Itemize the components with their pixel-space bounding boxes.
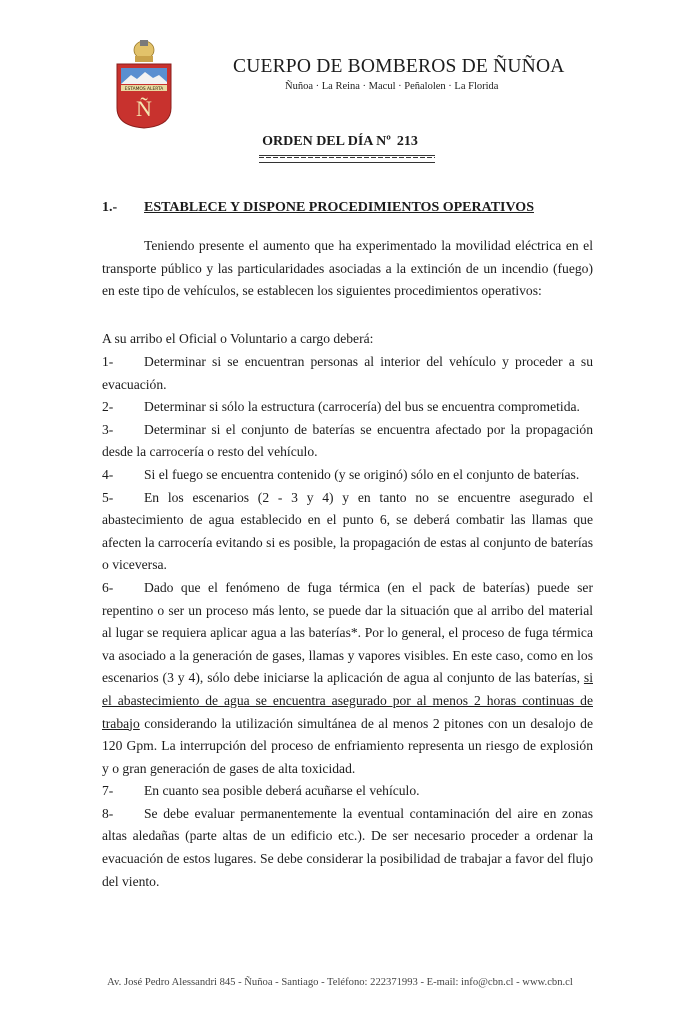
section-title: ESTABLECE Y DISPONE PROCEDIMIENTOS OPERATIVOS [144, 200, 534, 215]
list-item: 6- Dado que el fenómeno de fuga térmica (en el pack de baterías) puede ser repentino o ser un proceso más lento, se puede dar la situación que al arribo del material al lugar se requiera aplicar agua a las baterías*. Por lo general, el proceso de fuga térmica va asociado a la generación de gases, llamas y vapores visibles. En este caso, como en los escenarios (3 y 4), sólo debe iniciarse la aplicación de agua al conjunto de las baterías, si el abastecimiento de agua se encuentra asegurado por al menos 2 horas continuas de trabajo considerando la utilización simultánea de al menos 2 pitones con un desalojo de 120 Gpm. La interrupción del proceso de enfriamiento representa un riesgo de explosión y o gran generación de gases de alta toxicidad. [102, 579, 593, 776]
underlined-requirement: si el abastecimiento de agua se encuentra asegurado por al menos 2 horas continuas de trabajo [102, 670, 593, 731]
procedure-list [102, 351, 593, 893]
list-item: 7- En cuanto sea posible deberá acuñarse el vehículo. [102, 783, 420, 799]
list-item: 5- En los escenarios (2 - 3 y 4) y en tanto no se encuentre asegurado el abastecimiento de agua establecido en el punto 6, se deberá combatir las llamas que afecten la carrocería evitando si es posible, la propagación de estas al conjunto de baterías o viceversa. [102, 489, 593, 573]
list-item: 2- Determinar si sólo la estructura (carrocería) del bus se encuentra comprometida. [102, 399, 580, 415]
section-number: 1.- [102, 200, 118, 215]
list-item: 3- Determinar si el conjunto de baterías se encuentra afectado por la propagación desde la carrocería o resto del vehículo. [102, 421, 593, 460]
crest-motto-text: ESTAMOS ALERTA [124, 86, 164, 92]
order-of-the-day-heading [0, 134, 680, 150]
organization-name: CUERPO DE BOMBEROS DE ÑUÑOA [233, 56, 565, 77]
lead-paragraph: A su arribo el Oficial o Voluntario a cargo deberá: [102, 331, 374, 346]
heading-double-rule [259, 155, 435, 163]
order-number: 213 [396, 134, 418, 149]
intro-paragraph: Teniendo presente el aumento que ha experimentado la movilidad eléctrica en el transporte público y las particularidades asociadas a la extinción de un incendio (fuego) en este tipo de vehículos, se establecen los siguientes procedimientos operativos: [102, 238, 593, 299]
list-item: 1- Determinar si se encuentran personas al interior del vehículo y proceder a su evacuación. [102, 354, 593, 392]
fire-department-crest-logo [113, 38, 175, 130]
order-title: ORDEN DEL DÍA Nº [262, 134, 391, 149]
organization-communes: Ñuñoa · La Reina · Macul · Peñalolen · La Florida [285, 81, 499, 92]
list-item: 8- Se debe evaluar permanentemente la eventual contaminación del aire en zonas altas aledañas (parte altas de un edificio etc.). De ser necesario proceder a ordenar la evacuación de estos lugares. Se debe considerar la posibilidad de trabajar a favor del flujo del viento. [102, 805, 593, 889]
crest-letter: Ñ [136, 96, 152, 121]
footer-address: Av. José Pedro Alessandri 845 - Ñuñoa - Santiago - Teléfono: 222371993 - E-mail: info@cbn.cl - www.cbn.cl [107, 977, 573, 988]
list-item: 4- Si el fuego se encuentra contenido (y se originó) sólo en el conjunto de baterías. [102, 466, 580, 482]
